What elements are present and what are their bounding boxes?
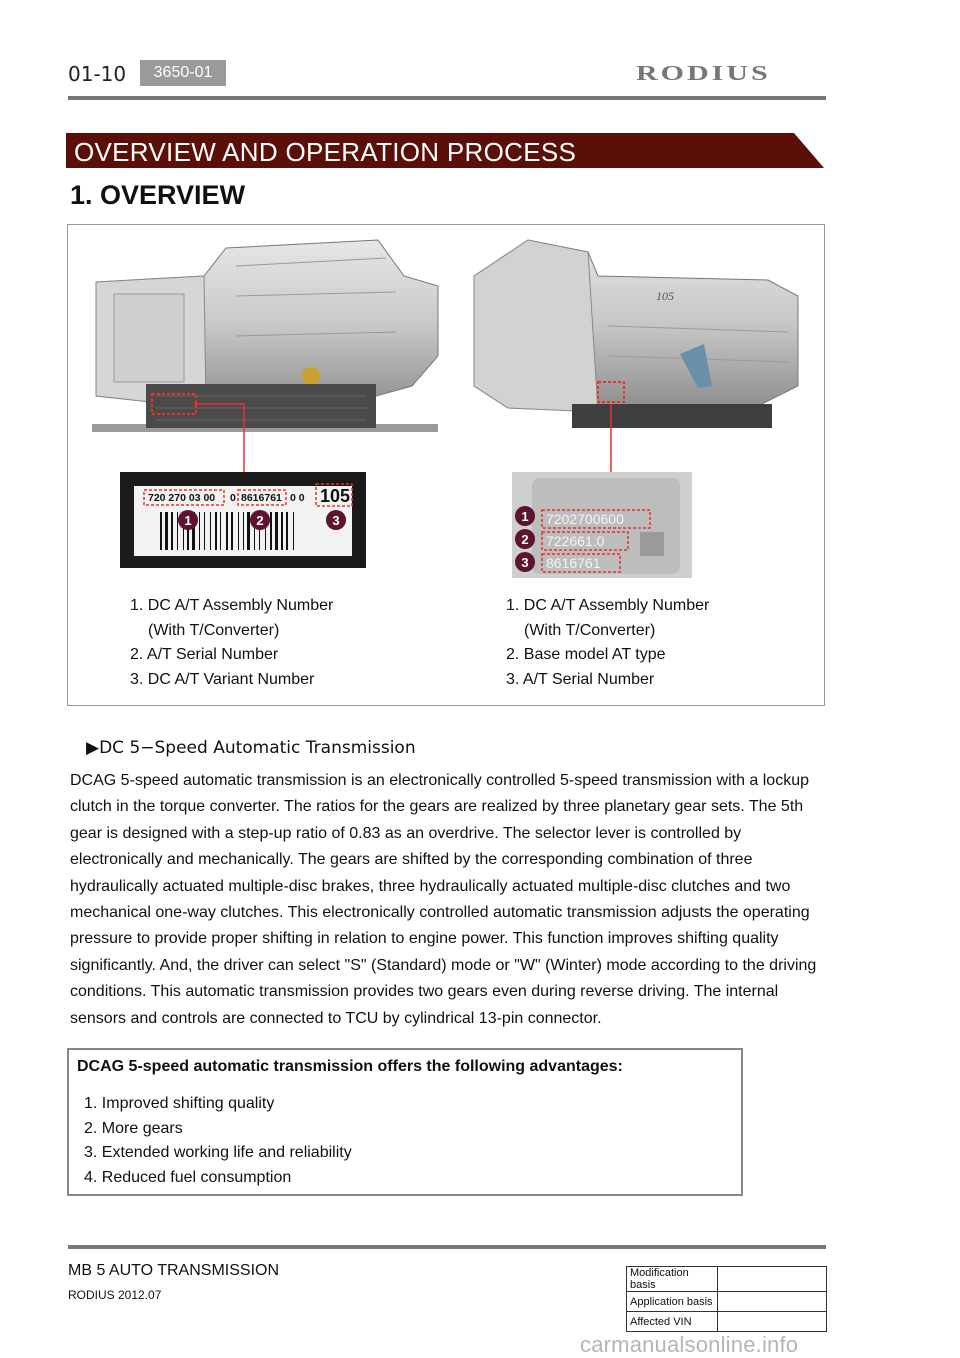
body-line: conditions. This automatic transmission provides two gears even during reverse driving. The internal [70, 983, 779, 1001]
svg-text:1: 1 [184, 513, 192, 528]
svg-text:720 270 03 00: 720 270 03 00 [148, 492, 216, 504]
right-label-image [512, 472, 692, 578]
caption-item: (With T/Converter) [148, 621, 280, 639]
svg-text:0: 0 [230, 492, 236, 504]
advantages-title: DCAG 5-speed automatic transmission offers the following advantages: [77, 1058, 623, 1075]
right-caption-list [506, 594, 709, 692]
body-line: clutch in the torque converter. The ratios for the gears are realized by three planetary gear sets. The 5th [70, 798, 804, 816]
body-paragraph [70, 768, 834, 1032]
caption-item: 1. DC A/T Assembly Number [130, 597, 334, 614]
table-cell-label: Application basis [627, 1292, 718, 1312]
list-item: 3. Extended working life and reliability [84, 1144, 352, 1161]
svg-text:0 0: 0 0 [290, 492, 305, 504]
footer-date: RODIUS 2012.07 [68, 1288, 162, 1302]
svg-text:105: 105 [320, 486, 351, 506]
svg-text:7202700600: 7202700600 [546, 511, 624, 527]
section-title: 1. OVERVIEW [70, 180, 246, 210]
table-row [627, 1292, 827, 1312]
svg-text:3: 3 [521, 555, 529, 570]
caption-item: 3. DC A/T Variant Number [130, 670, 315, 688]
caption-item: (With T/Converter) [524, 621, 656, 639]
body-line: significantly. And, the driver can select "S" (Standard) mode or "W" (Winter) mode according to the driving [70, 956, 817, 974]
body-line: DCAG 5-speed automatic transmission is an electronically controlled 5-speed transmission with a lockup [70, 772, 809, 789]
svg-text:105: 105 [656, 289, 674, 303]
svg-text:3: 3 [332, 513, 340, 528]
advantages-list [84, 1092, 352, 1190]
watermark-link[interactable]: carmanualsonline.info [580, 1332, 799, 1357]
header-rule [68, 96, 826, 100]
list-item: 1. Improved shifting quality [84, 1095, 275, 1112]
body-line: sensors and controls are connected to TCU by cylindrical 13-pin connector. [70, 1009, 602, 1027]
body-line: mechanical one-way clutches. This electronically controlled automatic transmission adjusts the operating [70, 904, 810, 922]
left-transmission-image [86, 236, 446, 434]
table-cell-label: Modification basis [627, 1267, 718, 1292]
table-cell-value [718, 1312, 827, 1332]
caption-item: 2. A/T Serial Number [130, 646, 279, 663]
list-item: 4. Reduced fuel consumption [84, 1168, 292, 1186]
footer-title: MB 5 AUTO TRANSMISSION [68, 1262, 280, 1279]
caption-item: 3. A/T Serial Number [506, 670, 655, 688]
svg-text:2: 2 [521, 532, 529, 547]
table-cell-value [718, 1267, 827, 1292]
section-code-badge: 3650-01 [140, 60, 226, 86]
svg-text:8616761: 8616761 [241, 492, 282, 504]
caption-item: 2. Base model AT type [506, 646, 666, 663]
table-cell-value [718, 1292, 827, 1312]
modification-table [626, 1266, 827, 1332]
table-row [627, 1312, 827, 1332]
svg-text:2: 2 [256, 513, 264, 528]
body-line: electronically and mechanically. The gears are shifted by the corresponding combination of three [70, 851, 753, 869]
page-number: 01-10 [68, 62, 127, 86]
body-line: hydraulically actuated multiple-disc brakes, three hydraulically actuated multiple-disc clutches and two [70, 877, 791, 895]
svg-text:1: 1 [521, 509, 529, 524]
footer-rule [68, 1245, 826, 1249]
brand-logo: RODIUS [636, 62, 771, 86]
banner-title: OVERVIEW AND OPERATION PROCESS [74, 137, 577, 167]
list-item: 2. More gears [84, 1119, 183, 1137]
paragraph-heading: ▶DC 5−Speed Automatic Transmission [86, 738, 416, 758]
body-line: gear is designed with a step-up ratio of 0.83 as an overdrive. The selector lever is controlled by [70, 824, 742, 842]
body-line: pressure to provide proper shifting in relation to engine power. This function improves shifting quality [70, 930, 779, 948]
left-label-image [120, 472, 366, 568]
table-row [627, 1267, 827, 1292]
svg-text:8616761: 8616761 [546, 555, 601, 571]
table-cell-label: Affected VIN [627, 1312, 718, 1332]
svg-text:722661.0: 722661.0 [546, 533, 605, 549]
left-caption-list [130, 594, 333, 692]
right-transmission-image [468, 236, 816, 434]
caption-item: 1. DC A/T Assembly Number [506, 597, 710, 614]
